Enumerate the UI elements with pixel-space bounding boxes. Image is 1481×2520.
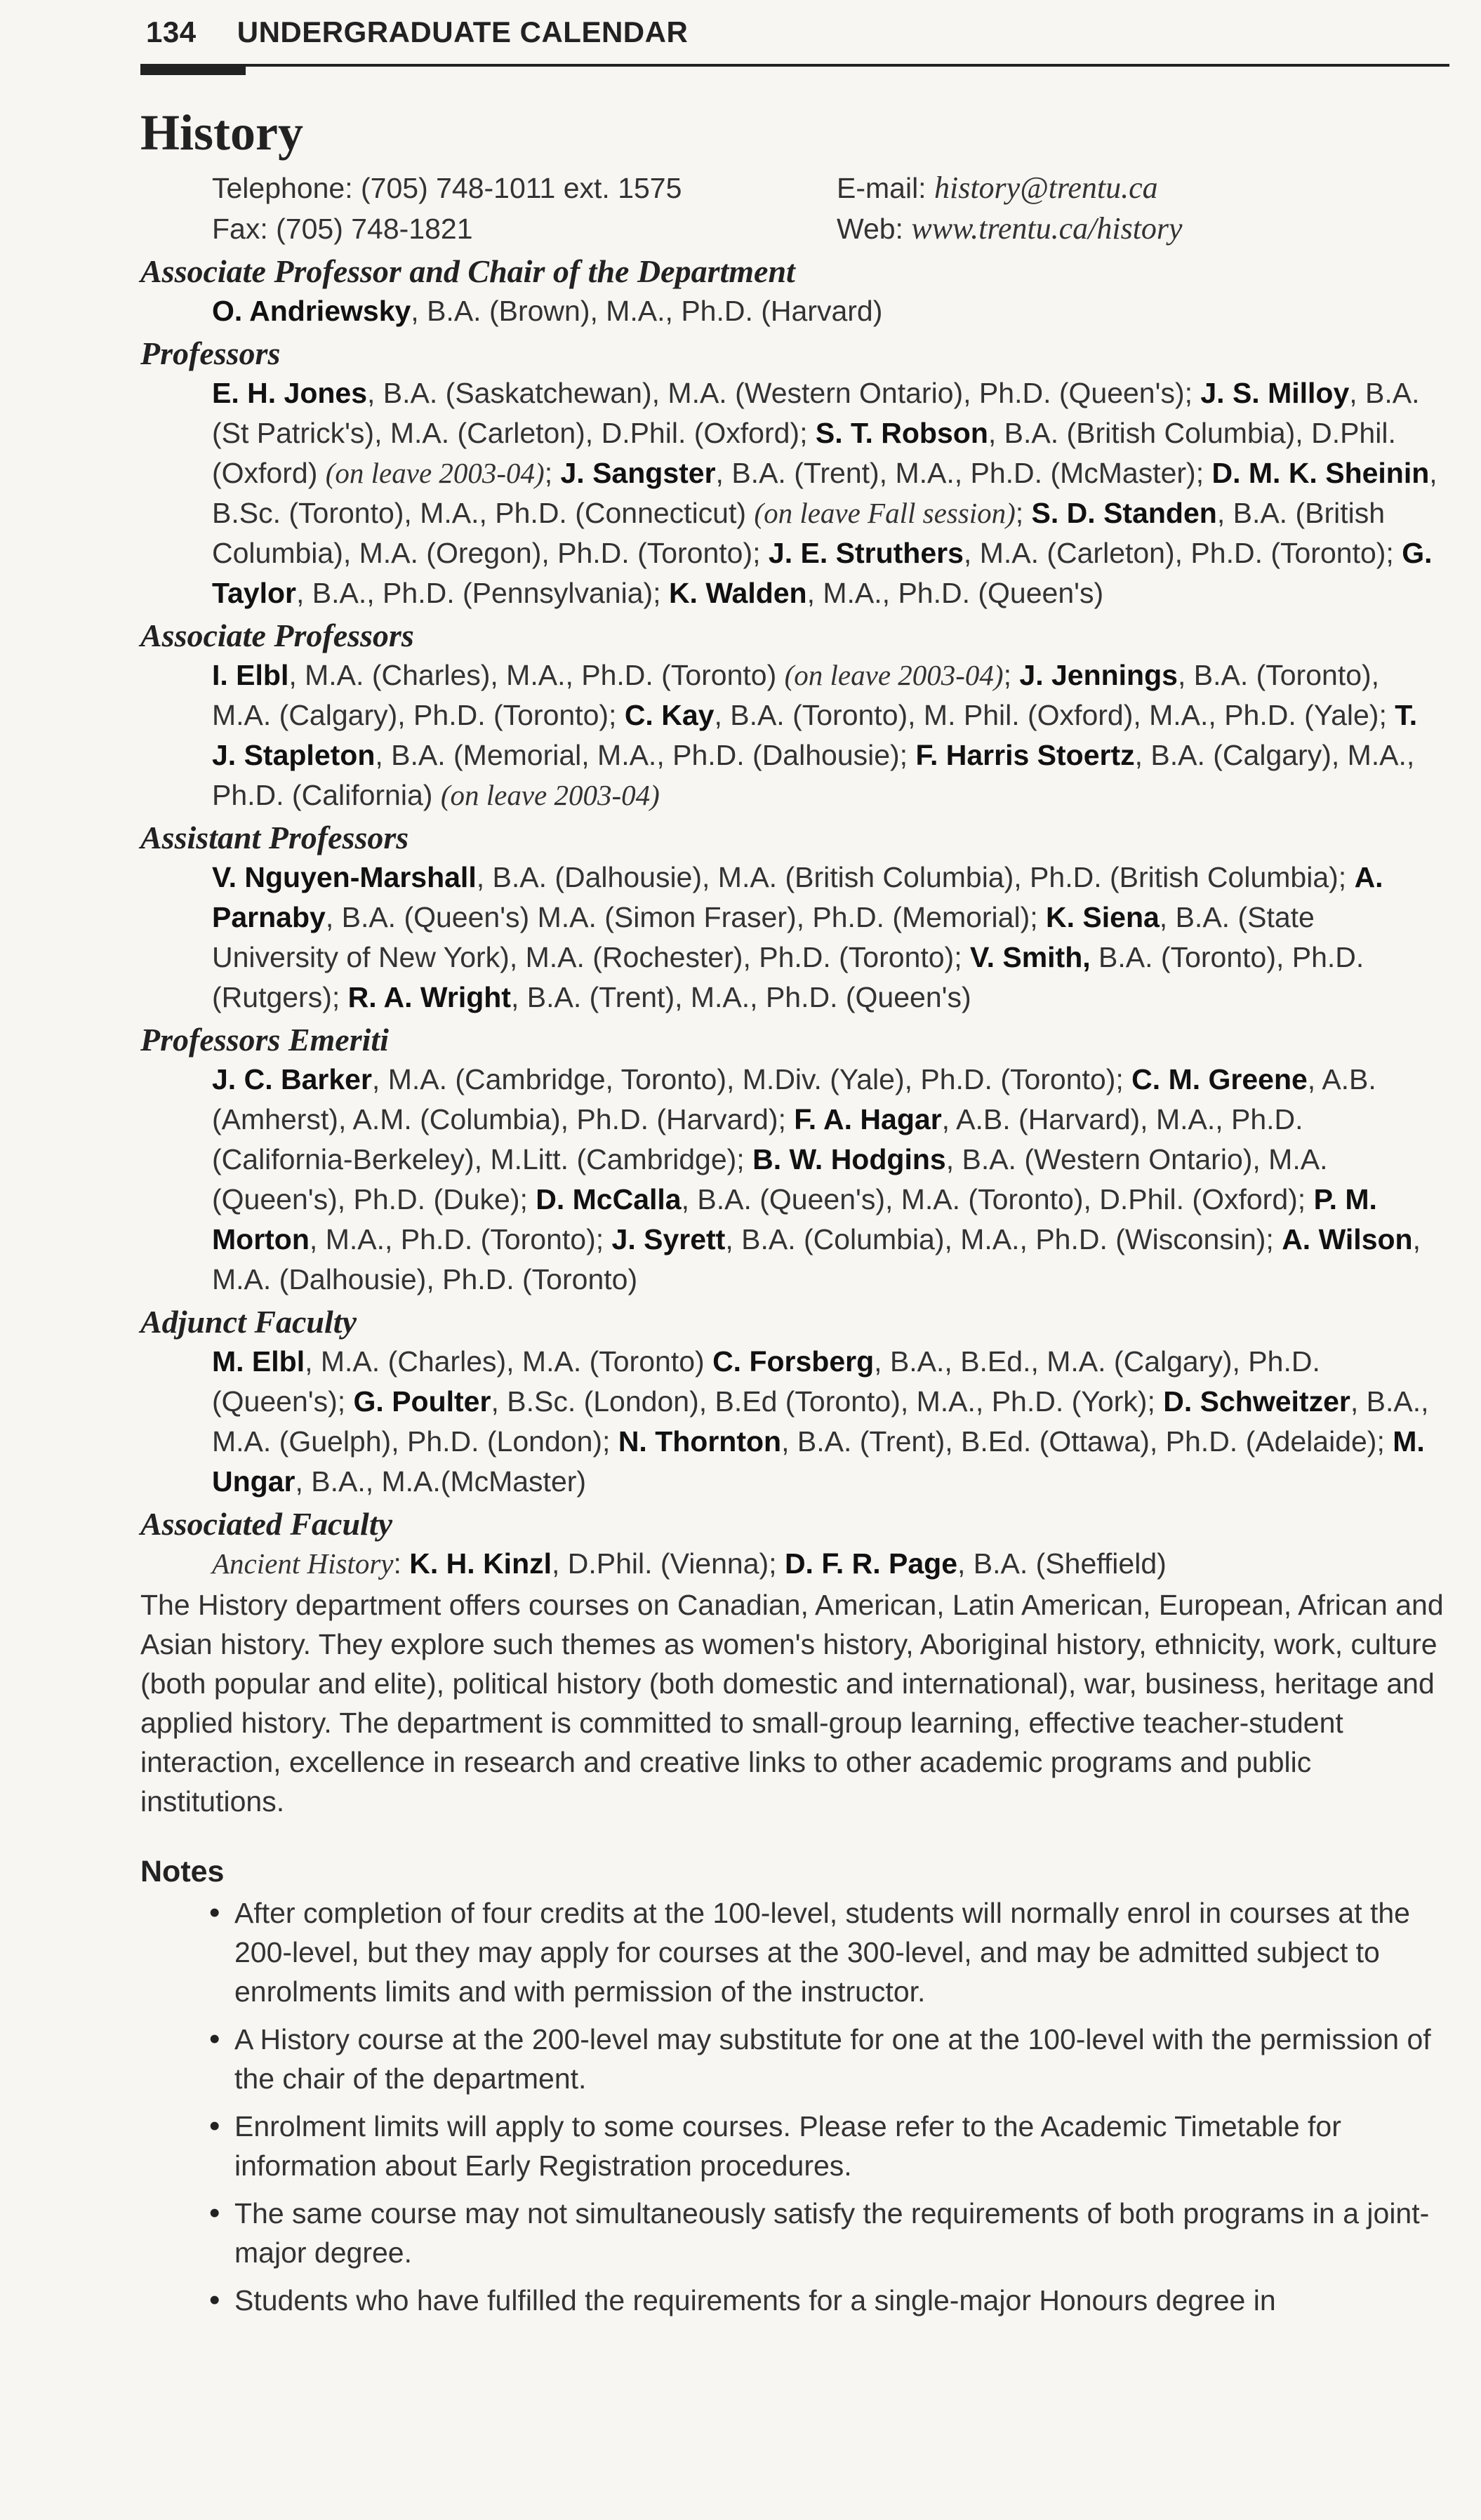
department-description: The History department offers courses on Canadian, American, Latin American, European, African and Asian history. They explore such themes as women's history, Aboriginal history, ethnicity, work, culture (both popular and elite), political history (both domestic and international), war, business, heritage and applied history. The department is committed to small-group learning, effective teacher-student interaction, excellence in research and creative links to other academic programs and public institutions. (140, 1589, 1444, 1818)
credentials: , B.A., M.A.(McMaster) (295, 1465, 587, 1498)
credentials: ; (1003, 659, 1020, 692)
faculty-name: G. Poulter (353, 1385, 491, 1418)
email-label: E-mail: (837, 172, 934, 205)
credentials: , B.A. (British Columbia), D.Phil. (Oxford) (212, 417, 1396, 490)
page-number: 134 (146, 15, 197, 48)
faculty-name: R. A. Wright (347, 981, 511, 1014)
faculty-name: I. Elbl (212, 659, 289, 692)
credentials: , B.A. (Toronto), M.A. (Calgary), Ph.D. (Toronto); (212, 659, 1380, 732)
faculty-list (212, 858, 1446, 1018)
credentials: , B.A. (Sheffield) (957, 1547, 1167, 1580)
credentials: , B.A. (Queen's), M.A. (Toronto), D.Phil. (Oxford); (681, 1183, 1314, 1216)
faculty-name: C. Forsberg (712, 1345, 875, 1378)
faculty-name: G. Taylor (212, 537, 1433, 610)
faculty-list (212, 1060, 1446, 1300)
section-heading: Professors (140, 335, 281, 372)
faculty-name: F. Harris Stoertz (915, 739, 1135, 772)
web-line (837, 208, 1481, 249)
credentials: , B.A. (Calgary), M.A., Ph.D. (California) (212, 739, 1415, 812)
section-heading: Professors Emeriti (140, 1022, 389, 1058)
note-item: • A History course at the 200-level may substitute for one at the 100-level with the permission of the chair of the department. (209, 2020, 1446, 2098)
faculty-name: M. Ungar (212, 1425, 1425, 1498)
faculty-name: J. S. Milloy (1200, 377, 1350, 410)
credentials: B.A. (Toronto), Ph.D. (Rutgers); (212, 941, 1364, 1014)
faculty-name: V. Nguyen-Marshall (212, 861, 477, 894)
credentials: , B.A., B.Ed., M.A. (Calgary), Ph.D. (Queen's); (212, 1345, 1320, 1418)
note-item: • The same course may not simultaneously satisfy the requirements of both programs in a joint-major degree. (209, 2194, 1446, 2272)
credentials: ; (1015, 497, 1032, 530)
credentials: , B.A. (Trent), B.Ed. (Ottawa), Ph.D. (Adelaide); (781, 1425, 1393, 1458)
department-title: History (140, 105, 303, 161)
header-rule-block (140, 64, 246, 75)
section-heading: Associate Professor and Chair of the Department (140, 253, 795, 290)
faculty-name: B. W. Hodgins (752, 1143, 946, 1176)
credentials: , B.A. (Trent), M.A., Ph.D. (Queen's) (510, 981, 971, 1014)
credentials: , B.Sc. (Toronto), M.A., Ph.D. (Connecticut) (212, 457, 1437, 530)
fax: Fax: (705) 748-1821 (212, 213, 473, 246)
credentials: , B.A. (Western Ontario), M.A. (Queen's), Ph.D. (Duke); (212, 1143, 1328, 1216)
section-heading: Assistant Professors (140, 820, 409, 856)
credentials: ; (544, 457, 561, 490)
faculty-name: S. T. Robson (815, 417, 988, 450)
faculty-list (212, 373, 1446, 613)
faculty-name: N. Thornton (618, 1425, 782, 1458)
header-rule (140, 64, 1449, 67)
credentials: , B.A., M.A. (Guelph), Ph.D. (London); (212, 1385, 1429, 1458)
faculty-name: A. Parnaby (212, 861, 1383, 934)
notes-list (209, 1893, 1446, 2320)
faculty-list (212, 291, 1446, 331)
faculty-name: K. Walden (668, 577, 807, 610)
credentials: , A.B. (Harvard), M.A., Ph.D. (California-Berkeley), M.Litt. (Cambridge); (212, 1103, 1303, 1176)
section-heading: Associate Professors (140, 618, 414, 654)
contact-block (212, 168, 1446, 249)
faculty-name: C. M. Greene (1131, 1063, 1308, 1096)
notes-heading: Notes (140, 1855, 225, 1889)
faculty-name: V. Smith, (970, 941, 1091, 974)
leave-note: (on leave 2003-04) (440, 779, 660, 812)
credentials: , M.A. (Dalhousie), Ph.D. (Toronto) (212, 1223, 1421, 1296)
credentials: , M.A., Ph.D. (Toronto); (309, 1223, 612, 1256)
credentials: , B.A. (State University of New York), M.A. (Rochester), Ph.D. (Toronto); (212, 901, 1315, 974)
credentials: , M.A. (Cambridge, Toronto), M.Div. (Yale), Ph.D. (Toronto); (371, 1063, 1132, 1096)
page-content (140, 105, 1446, 2328)
email-line (837, 168, 1481, 208)
faculty-name: J. Sangster (560, 457, 716, 490)
telephone: Telephone: (705) 748-1011 ext. 1575 (212, 172, 682, 205)
section-heading: Associated Faculty (140, 1506, 393, 1542)
faculty-name: P. M. Morton (212, 1183, 1377, 1256)
faculty-list (212, 655, 1446, 815)
credentials: , B.A. (St Patrick's), M.A. (Carleton), D.Phil. (Oxford); (212, 377, 1420, 450)
credentials: , B.A. (Trent), M.A., Ph.D. (McMaster); (715, 457, 1212, 490)
credentials: , B.A. (Toronto), M. Phil. (Oxford), M.A., Ph.D. (Yale); (714, 699, 1395, 732)
credentials: , B.A. (Memorial, M.A., Ph.D. (Dalhousie); (375, 739, 916, 772)
page-header (146, 15, 688, 49)
web-label: Web: (837, 213, 912, 246)
leave-note: (on leave 2003-04) (325, 457, 545, 490)
note-item: • After completion of four credits at the 100-level, students will normally enrol in courses at the 200-level, but they may apply for courses at the 300-level, and may be admitted subject to enrolments limits and with permission of the instructor. (209, 1893, 1446, 2011)
section-heading: Adjunct Faculty (140, 1304, 357, 1340)
faculty-name: D. Schweitzer (1163, 1385, 1350, 1418)
credentials: : (393, 1547, 410, 1580)
faculty-name: F. A. Hagar (794, 1103, 942, 1136)
credentials: , M.A. (Carleton), Ph.D. (Toronto); (963, 537, 1402, 570)
faculty-name: D. McCalla (536, 1183, 682, 1216)
credentials: , B.A. (Brown), M.A., Ph.D. (Harvard) (411, 295, 883, 328)
credentials: , B.A. (Columbia), M.A., Ph.D. (Wisconsin); (725, 1223, 1282, 1256)
credentials: , M.A. (Charles), M.A. (Toronto) (305, 1345, 713, 1378)
faculty-name: S. D. Standen (1031, 497, 1217, 530)
leave-note: Ancient History (212, 1547, 394, 1580)
faculty-list (212, 1342, 1446, 1502)
faculty-name: J. Jennings (1019, 659, 1178, 692)
faculty-sections (140, 252, 1446, 1584)
credentials: , M.A. (Charles), M.A., Ph.D. (Toronto) (288, 659, 785, 692)
faculty-name: J. C. Barker (212, 1063, 372, 1096)
credentials: , A.B. (Amherst), A.M. (Columbia), Ph.D. (Harvard); (212, 1063, 1376, 1136)
faculty-list (212, 1544, 1446, 1584)
faculty-name: A. Wilson (1282, 1223, 1413, 1256)
faculty-name: D. M. K. Sheinin (1211, 457, 1430, 490)
faculty-name: D. F. R. Page (784, 1547, 958, 1580)
credentials: , B.A. (British Columbia), M.A. (Oregon), Ph.D. (Toronto); (212, 497, 1386, 570)
credentials: , D.Phil. (Vienna); (552, 1547, 785, 1580)
web-address[interactable]: www.trentu.ca/history (911, 211, 1183, 246)
faculty-name: K. H. Kinzl (409, 1547, 552, 1580)
note-item: • Students who have fulfilled the requirements for a single-major Honours degree in (209, 2281, 1446, 2320)
email-address[interactable]: history@trentu.ca (934, 171, 1158, 206)
faculty-name: M. Elbl (212, 1345, 305, 1378)
faculty-name: E. H. Jones (212, 377, 368, 410)
credentials: , M.A., Ph.D. (Queen's) (806, 577, 1104, 610)
credentials: , B.A. (Saskatchewan), M.A. (Western Ontario), Ph.D. (Queen's); (367, 377, 1201, 410)
credentials: , B.A., Ph.D. (Pennsylvania); (296, 577, 669, 610)
leave-note: (on leave Fall session) (754, 497, 1016, 530)
faculty-name: K. Siena (1046, 901, 1160, 934)
faculty-name: O. Andriewsky (212, 295, 411, 328)
leave-note: (on leave 2003-04) (784, 659, 1004, 692)
credentials: , B.Sc. (London), B.Ed (Toronto), M.A., Ph.D. (York); (491, 1385, 1164, 1418)
credentials: , B.A. (Dalhousie), M.A. (British Columbia), Ph.D. (British Columbia); (476, 861, 1355, 894)
header-title: UNDERGRADUATE CALENDAR (237, 15, 689, 48)
note-item: • Enrolment limits will apply to some courses. Please refer to the Academic Timetable for information about Early Registration procedures. (209, 2107, 1446, 2185)
faculty-name: J. E. Struthers (768, 537, 964, 570)
faculty-name: T. J. Stapleton (212, 699, 1418, 772)
faculty-name: C. Kay (624, 699, 715, 732)
faculty-name: J. Syrett (611, 1223, 726, 1256)
credentials: , B.A. (Queen's) M.A. (Simon Fraser), Ph.D. (Memorial); (325, 901, 1047, 934)
